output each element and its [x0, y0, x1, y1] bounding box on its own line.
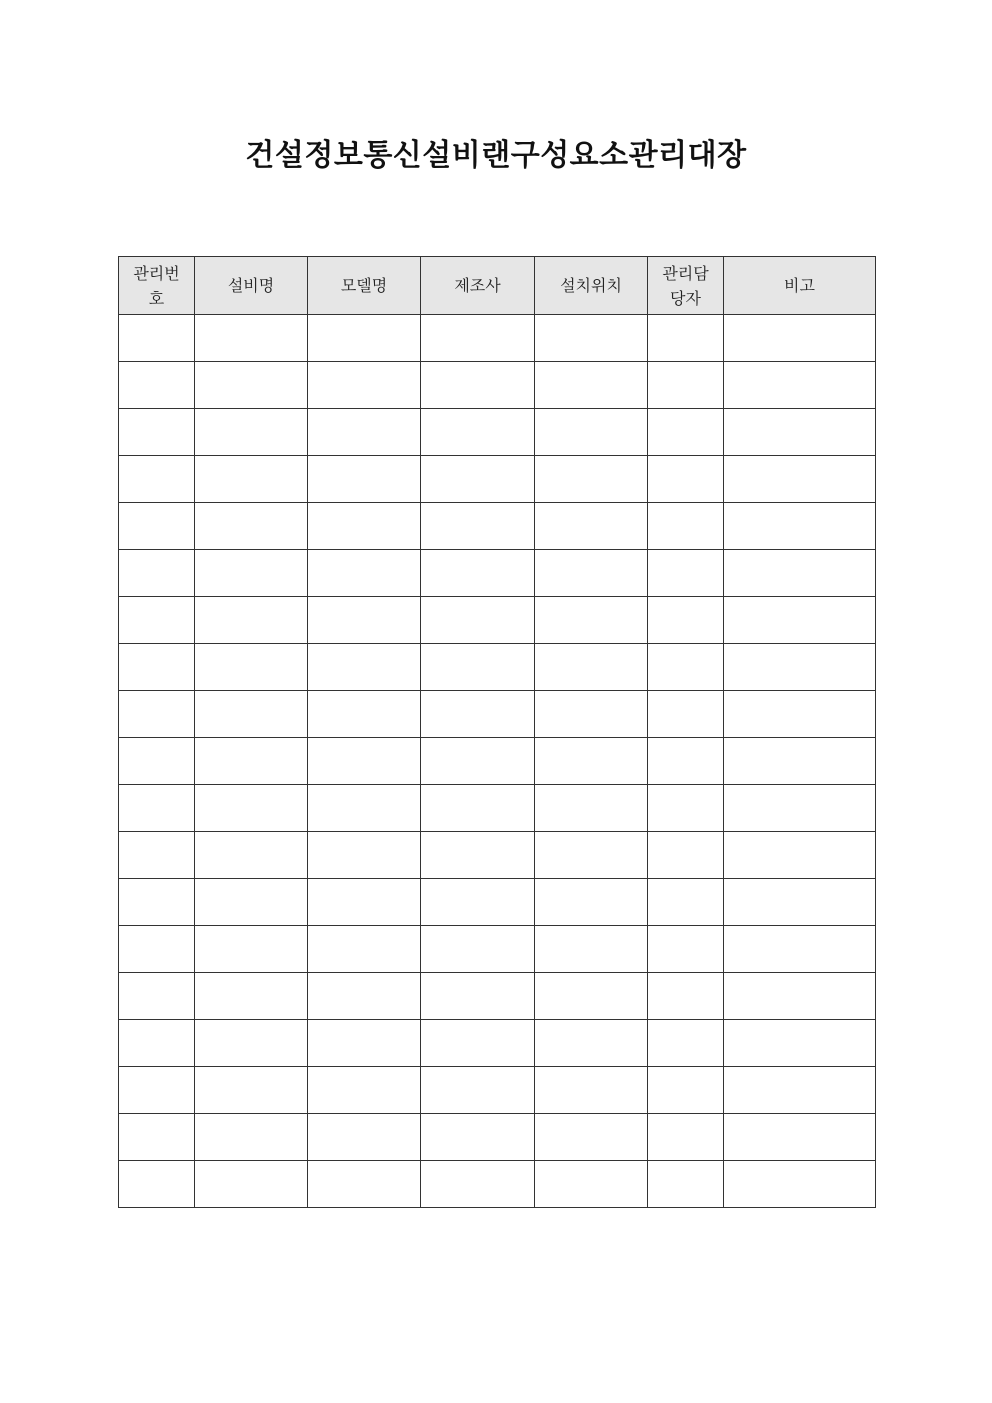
table-cell[interactable] [421, 832, 535, 879]
table-body [119, 315, 876, 1208]
table-cell[interactable] [421, 1020, 535, 1067]
table-row [119, 691, 876, 738]
table-cell[interactable] [308, 879, 421, 926]
table-row [119, 1161, 876, 1208]
table-cell[interactable] [724, 362, 876, 409]
table-cell[interactable] [195, 1020, 308, 1067]
table-cell[interactable] [119, 879, 195, 926]
table-row [119, 362, 876, 409]
table-cell[interactable] [421, 550, 535, 597]
table-cell[interactable] [195, 879, 308, 926]
table-cell[interactable] [195, 1067, 308, 1114]
table-row [119, 644, 876, 691]
table-row [119, 503, 876, 550]
table-row [119, 1020, 876, 1067]
column-header-manufacturer: 제조사 [421, 257, 535, 315]
table-cell[interactable] [535, 879, 648, 926]
table-cell[interactable] [119, 409, 195, 456]
page-title: 건설정보통신설비랜구성요소관리대장 [245, 138, 747, 173]
table-cell[interactable] [421, 503, 535, 550]
table-cell[interactable] [648, 644, 724, 691]
table-cell[interactable] [535, 1067, 648, 1114]
table-row [119, 832, 876, 879]
table-cell[interactable] [119, 550, 195, 597]
table-row [119, 926, 876, 973]
table-cell[interactable] [195, 550, 308, 597]
table-cell[interactable] [308, 738, 421, 785]
table-cell[interactable] [648, 1020, 724, 1067]
table-cell[interactable] [195, 644, 308, 691]
table-cell[interactable] [724, 503, 876, 550]
table-row [119, 738, 876, 785]
table-cell[interactable] [648, 691, 724, 738]
table-cell[interactable] [119, 738, 195, 785]
table-cell[interactable] [724, 691, 876, 738]
table-cell[interactable] [308, 926, 421, 973]
table-cell[interactable] [648, 926, 724, 973]
table-cell[interactable] [535, 550, 648, 597]
table-cell[interactable] [724, 879, 876, 926]
table-cell[interactable] [724, 738, 876, 785]
table-cell[interactable] [195, 315, 308, 362]
table-cell[interactable] [648, 503, 724, 550]
table-cell[interactable] [535, 597, 648, 644]
table-cell[interactable] [724, 597, 876, 644]
table-cell[interactable] [195, 362, 308, 409]
table-cell[interactable] [195, 832, 308, 879]
table-cell[interactable] [308, 832, 421, 879]
table-cell[interactable] [648, 456, 724, 503]
table-cell[interactable] [195, 738, 308, 785]
table-cell[interactable] [724, 456, 876, 503]
table-cell[interactable] [421, 644, 535, 691]
table-cell[interactable] [648, 409, 724, 456]
table-cell[interactable] [195, 785, 308, 832]
table-row [119, 1114, 876, 1161]
table-cell[interactable] [648, 315, 724, 362]
table-cell[interactable] [308, 597, 421, 644]
table-cell[interactable] [308, 1161, 421, 1208]
table-cell[interactable] [308, 315, 421, 362]
table-cell[interactable] [421, 879, 535, 926]
table-cell[interactable] [195, 456, 308, 503]
table-cell[interactable] [724, 832, 876, 879]
table-cell[interactable] [308, 456, 421, 503]
table-cell[interactable] [119, 1067, 195, 1114]
table-cell[interactable] [308, 1114, 421, 1161]
table-cell[interactable] [724, 785, 876, 832]
table-cell[interactable] [535, 738, 648, 785]
table-row [119, 315, 876, 362]
table-cell[interactable] [119, 315, 195, 362]
table-cell[interactable] [535, 1161, 648, 1208]
table-cell[interactable] [724, 973, 876, 1020]
table-row [119, 1067, 876, 1114]
table-cell[interactable] [421, 362, 535, 409]
table-cell[interactable] [119, 832, 195, 879]
table-cell[interactable] [195, 973, 308, 1020]
table-row [119, 973, 876, 1020]
column-header-model-name: 모델명 [308, 257, 421, 315]
table-cell[interactable] [421, 926, 535, 973]
table-cell[interactable] [421, 691, 535, 738]
table-cell[interactable] [119, 1161, 195, 1208]
table-cell[interactable] [195, 691, 308, 738]
table-cell[interactable] [119, 362, 195, 409]
table-cell[interactable] [421, 409, 535, 456]
table-cell[interactable] [421, 973, 535, 1020]
table-cell[interactable] [195, 409, 308, 456]
table-cell[interactable] [119, 1114, 195, 1161]
table-cell[interactable] [724, 1067, 876, 1114]
management-ledger-table [118, 256, 876, 1208]
table-cell[interactable] [119, 1020, 195, 1067]
table-cell[interactable] [535, 1020, 648, 1067]
table-cell[interactable] [308, 503, 421, 550]
table-row [119, 409, 876, 456]
table-cell[interactable] [119, 644, 195, 691]
table-cell[interactable] [195, 503, 308, 550]
table-cell[interactable] [535, 691, 648, 738]
table-cell[interactable] [535, 785, 648, 832]
table-cell[interactable] [308, 409, 421, 456]
table-cell[interactable] [648, 550, 724, 597]
table-cell[interactable] [421, 785, 535, 832]
column-header-manager: 관리담당자 [648, 257, 724, 315]
table-cell[interactable] [119, 597, 195, 644]
table-cell[interactable] [308, 1067, 421, 1114]
table-cell[interactable] [195, 597, 308, 644]
table-cell[interactable] [648, 1161, 724, 1208]
table-cell[interactable] [648, 1114, 724, 1161]
table-cell[interactable] [421, 315, 535, 362]
table-row [119, 456, 876, 503]
table-cell[interactable] [648, 597, 724, 644]
table-cell[interactable] [535, 973, 648, 1020]
table-cell[interactable] [119, 503, 195, 550]
table-cell[interactable] [119, 785, 195, 832]
table-cell[interactable] [648, 832, 724, 879]
table-cell[interactable] [308, 1020, 421, 1067]
table-cell[interactable] [421, 1161, 535, 1208]
table-cell[interactable] [535, 409, 648, 456]
table-cell[interactable] [648, 785, 724, 832]
table-cell[interactable] [724, 1114, 876, 1161]
table-cell[interactable] [421, 1067, 535, 1114]
table-row [119, 785, 876, 832]
table-cell[interactable] [535, 926, 648, 973]
table-cell[interactable] [724, 926, 876, 973]
column-header-remarks: 비고 [724, 257, 876, 315]
table-cell[interactable] [648, 879, 724, 926]
table-cell[interactable] [648, 362, 724, 409]
table-cell[interactable] [308, 644, 421, 691]
table-cell[interactable] [535, 644, 648, 691]
table-cell[interactable] [724, 1020, 876, 1067]
table-cell[interactable] [724, 550, 876, 597]
column-header-equipment-name: 설비명 [195, 257, 308, 315]
table-cell[interactable] [535, 362, 648, 409]
table-cell[interactable] [308, 362, 421, 409]
table-cell[interactable] [535, 832, 648, 879]
table-cell[interactable] [535, 1114, 648, 1161]
table-cell[interactable] [724, 409, 876, 456]
table-cell[interactable] [648, 738, 724, 785]
table-cell[interactable] [535, 456, 648, 503]
column-header-install-location: 설치위치 [535, 257, 648, 315]
table-cell[interactable] [119, 973, 195, 1020]
table-cell[interactable] [308, 691, 421, 738]
table-cell[interactable] [648, 973, 724, 1020]
table-cell[interactable] [648, 1067, 724, 1114]
table-cell[interactable] [535, 315, 648, 362]
table-cell[interactable] [421, 456, 535, 503]
table-header [119, 257, 876, 315]
table-row [119, 879, 876, 926]
table-cell[interactable] [119, 691, 195, 738]
table-cell[interactable] [724, 315, 876, 362]
header-row [119, 257, 876, 315]
table-cell[interactable] [119, 456, 195, 503]
column-header-management-number: 관리번호 [119, 257, 195, 315]
table-cell[interactable] [421, 597, 535, 644]
table-cell[interactable] [195, 1114, 308, 1161]
table-row [119, 550, 876, 597]
table-cell[interactable] [308, 550, 421, 597]
table-cell[interactable] [535, 503, 648, 550]
table-cell[interactable] [308, 973, 421, 1020]
table-row [119, 597, 876, 644]
table-cell[interactable] [724, 644, 876, 691]
table-cell[interactable] [421, 738, 535, 785]
table-cell[interactable] [308, 785, 421, 832]
table-cell[interactable] [724, 1161, 876, 1208]
table-cell[interactable] [119, 926, 195, 973]
table-cell[interactable] [195, 926, 308, 973]
table-cell[interactable] [195, 1161, 308, 1208]
table-cell[interactable] [421, 1114, 535, 1161]
